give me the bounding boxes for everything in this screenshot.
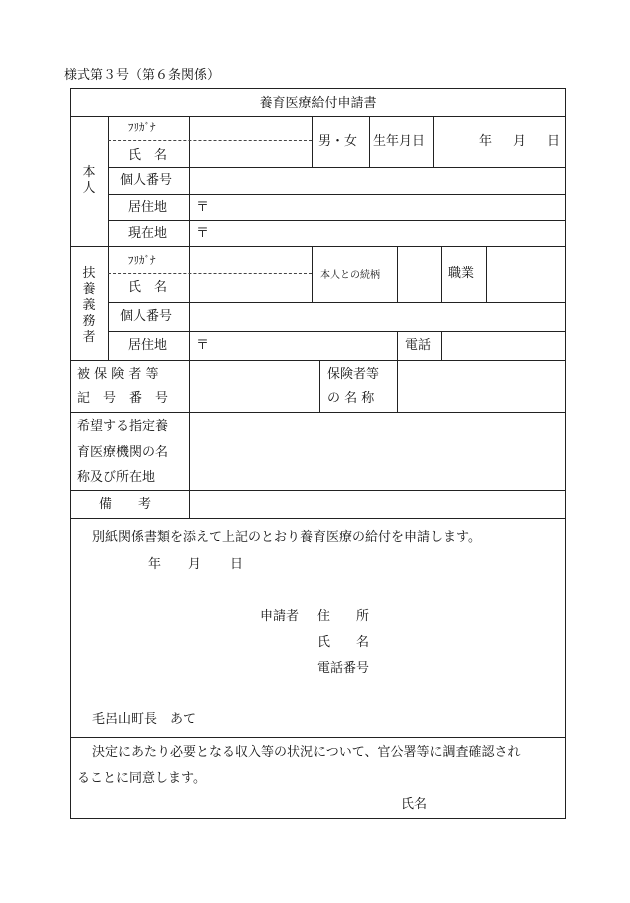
divider — [70, 246, 566, 247]
divider — [70, 360, 566, 361]
divider — [319, 360, 320, 412]
divider — [70, 490, 566, 491]
divider — [189, 490, 190, 518]
institution-label-line3: 称及び所在地 — [77, 470, 156, 485]
guardian-furigana-label: ﾌﾘｶﾞﾅ — [128, 254, 156, 267]
institution-label-line2: 育医療機関の名 — [77, 445, 169, 460]
form-number-label: 様式第３号（第６条関係） — [64, 68, 221, 83]
divider — [189, 360, 190, 412]
insurer-name-label-line2: の 名 称 — [327, 391, 375, 406]
divider — [70, 412, 566, 413]
divider — [397, 360, 398, 412]
divider — [397, 246, 398, 302]
guardian-my-number-label: 個人番号 — [120, 309, 173, 324]
divider — [397, 331, 398, 360]
self-name-label: 氏 名 — [128, 148, 168, 163]
consent-name-label: 氏名 — [401, 797, 428, 812]
divider — [70, 116, 566, 117]
guardian-name-label: 氏 名 — [128, 280, 168, 295]
declaration-text: 別紙関係書類を添えて上記のとおり養育医療の給付を申請します。 — [92, 530, 481, 545]
declaration-day-label: 日 — [230, 557, 244, 572]
insured-symbol-label-line2: 記 号 番 号 — [77, 391, 169, 406]
consent-text-line1: 決定にあたり必要となる収入等の状況について、官公署等に調査確認され — [92, 745, 521, 760]
self-current-postal-mark: 〒 — [196, 226, 210, 241]
guardian-relation-label: 本人との続柄 — [320, 270, 380, 281]
guardian-occupation-label: 職業 — [448, 266, 475, 281]
self-residence-postal-mark: 〒 — [196, 200, 210, 215]
consent-text-line2: ることに同意します。 — [77, 771, 206, 786]
divider — [108, 302, 566, 303]
divider — [108, 140, 312, 141]
divider — [441, 246, 442, 302]
guardian-section-label: 扶養義務者 — [82, 266, 96, 345]
divider — [108, 331, 566, 332]
divider — [312, 116, 313, 167]
insured-symbol-label-line1: 被 保 険 者 等 — [77, 367, 159, 382]
divider — [108, 273, 312, 274]
self-birthdate-label: 生年月日 — [373, 134, 426, 149]
divider — [312, 246, 313, 302]
divider — [70, 518, 566, 519]
divider — [108, 246, 109, 360]
guardian-postal-mark: 〒 — [196, 338, 210, 353]
remarks-label: 備 考 — [99, 497, 152, 512]
addressee-label: 毛呂山町長 あて — [92, 712, 197, 727]
birth-day-label: 日 — [547, 134, 561, 149]
divider — [108, 167, 566, 168]
declaration-month-label: 月 — [188, 557, 202, 572]
self-section-label: 本人 — [82, 165, 96, 196]
divider — [108, 194, 566, 195]
declaration-year-label: 年 — [148, 557, 162, 572]
divider — [108, 116, 109, 246]
self-gender-field: 男・女 — [318, 134, 358, 149]
divider — [189, 246, 190, 360]
divider — [108, 220, 566, 221]
birth-year-label: 年 — [479, 134, 493, 149]
self-furigana-label: ﾌﾘｶﾞﾅ — [128, 121, 156, 134]
applicant-address-label: 住 所 — [317, 609, 370, 624]
birth-month-label: 月 — [513, 134, 527, 149]
divider — [433, 116, 434, 167]
self-my-number-label: 個人番号 — [120, 173, 173, 188]
divider — [189, 116, 190, 246]
divider — [369, 116, 370, 167]
form-title: 養育医療給付申請書 — [259, 96, 377, 111]
applicant-name-label: 氏 名 — [317, 635, 370, 650]
divider — [441, 331, 442, 360]
self-residence-label: 居住地 — [128, 200, 168, 215]
guardian-phone-label: 電話 — [405, 338, 432, 353]
guardian-residence-label: 居住地 — [128, 338, 168, 353]
applicant-phone-label: 電話番号 — [317, 661, 370, 676]
divider — [486, 246, 487, 302]
divider — [70, 737, 566, 738]
divider — [189, 412, 190, 490]
institution-label-line1: 希望する指定養 — [77, 419, 169, 434]
applicant-label: 申請者 — [260, 609, 300, 624]
self-current-location-label: 現在地 — [128, 226, 168, 241]
insurer-name-label-line1: 保険者等 — [327, 367, 380, 382]
